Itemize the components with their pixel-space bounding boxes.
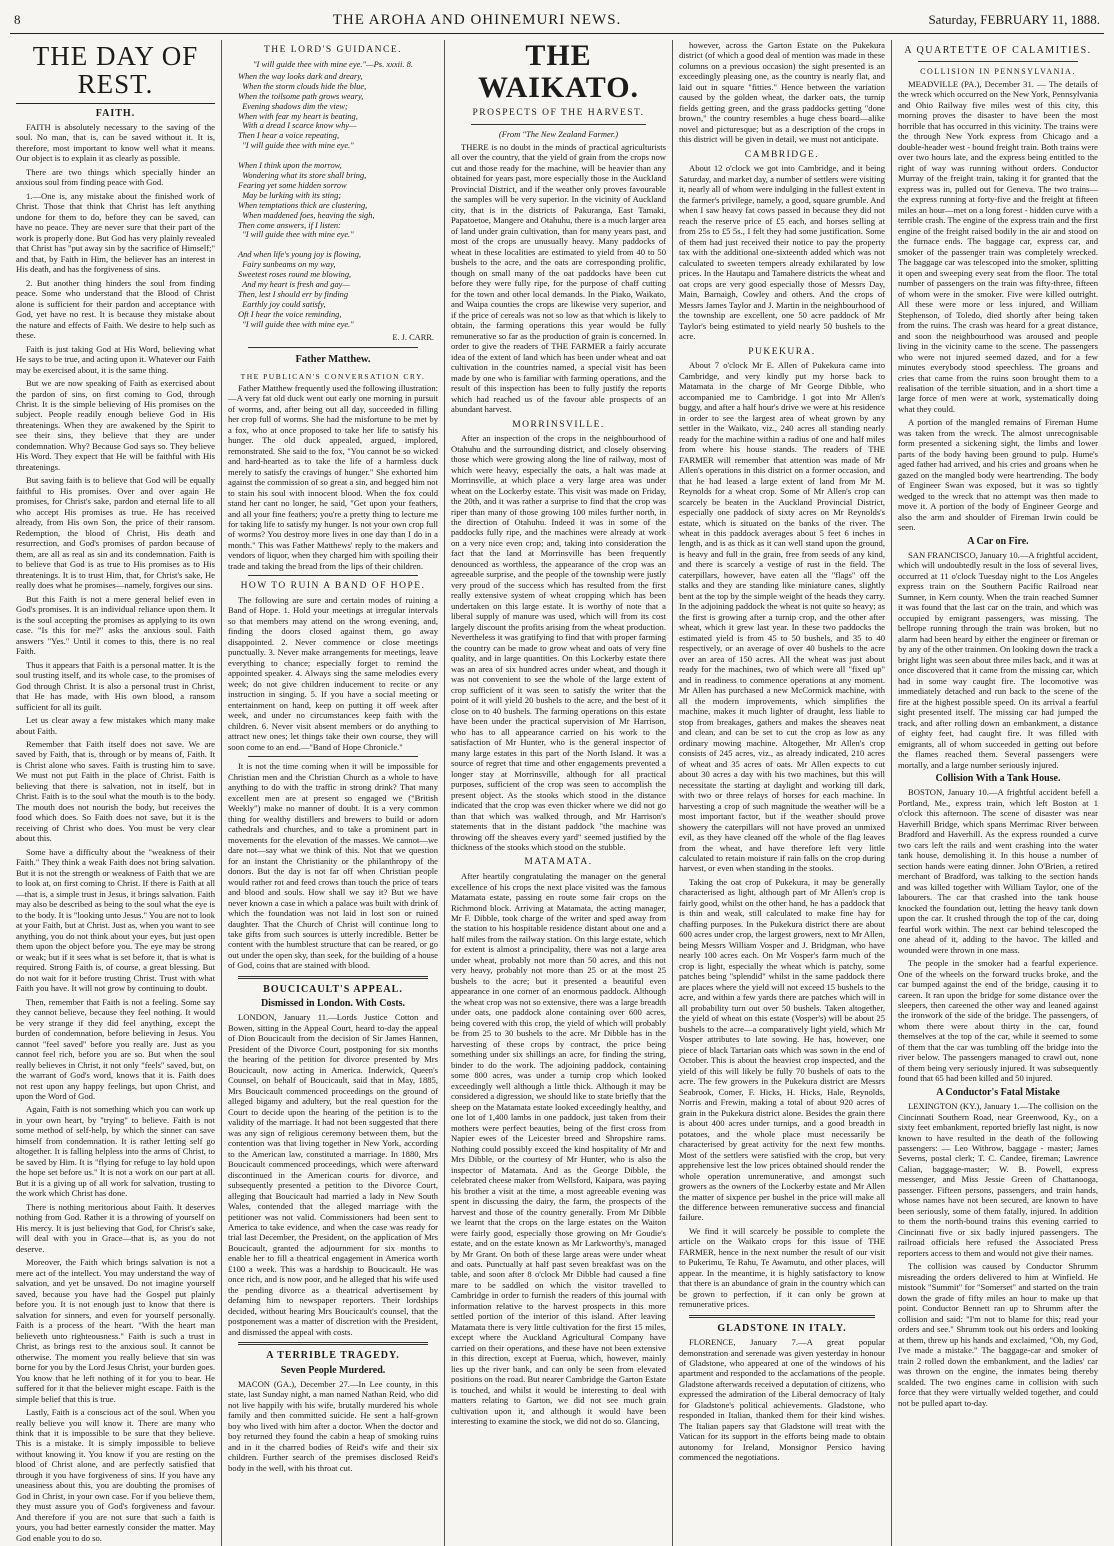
paragraph: There is nothing meritorious about Faith. It deserves nothing from God. Rather it is a throwing of yourself on His mercy. It is just believing that God, for Christ's sake, will deal with you in Grace—that is, as you do not deserve. xyxy=(16,1201,215,1254)
paragraph: But we are now speaking of Faith as exercised about the pardon of sins, on first coming to God, through Christ. It is the simple believing of His promises on the subject. People readily enough believe God in His threatenings. When they are awakened by the Spirit to see their sins, they believe that they are under condemnation. Why? Because God says so. They believe His Word. They expect that He will be faithful with His threatenings. xyxy=(16,378,215,472)
story-subtitle: THE PUBLICAN'S CONVERSATION CRY. xyxy=(240,371,426,381)
issue-date: Saturday, FEBRUARY 11, 1888. xyxy=(928,12,1100,27)
paragraph: It is not the time coming when it will be impossible for Christian men and the Christian Church as a whole to have anything to do with the traffic in strong drink? That many excellent men are at present so engaged we ("British Weekly") make no manner of doubt. It is a very common thing for wealthy distillers and brewers to build or adorn cathedrals and churches, and to take a prominent part in movements for the elevation of the masses. We cannot—we dare not—say what we think of this. Not that we question for an instant the Christianity or the philanthropy of the donors. But the day is not far off when Christian people would rather rot and feed crows than touch the price of tears and blood and souls. How shall we say it? But we have never known a case in which a palace was built with drink of which the foundation was not laid in lost son or ruined daughter. That the Church of Christ will continue long to take gifts from such sources is utterly incredible. Better be content with the humblest structure that can be reared, or go out under the open sky, than seek, for the building of a house of God, coins that are stained with blood. xyxy=(228,761,439,971)
paragraph: About 12 o'clock we got into Cambridge, and it being Saturday, and market day, a number of settlers were visiting it, nearly all of whom were indulging in the fullest extent in the farmer's privilege, namely, a good, square grumble. And when I saw heavy fat cows passed in because they did not reach the reserve price of £5 each, and horses selling at from 25s to £5 5s., I felt they had some justification. Some of them had just received their notice to pay the property tax with the additional one-sixteenth added which was not calculated to sweeten tempers already exhilarated by low prices. In the Hautapu and Tamahere districts the wheat and oat crops are very good especially those of Messrs Day, Main, Barnaigh, Cowley and others. And the crops of Messrs James Taylor and J. Martin in the neighbourhood of the township are excellent, one 50 acre paddock of Mr Taylor's being estimated to yield nearly 50 bushels to the acre. xyxy=(679,163,885,342)
tragedy-title: A TERRIBLE TRAGEDY. xyxy=(266,1350,400,1362)
appeal-title: BOUCICAULT'S APPEAL. xyxy=(263,983,403,995)
paragraph: Thus it appears that Faith is a personal matter. It is the soul trusting itself, and its whole case, to the promises of God through Christ. It is also a personal trust in Christ, that He has made, with His own blood, a ransom sufficient for all its guilt. xyxy=(16,659,215,712)
poem-epigraph: "I will guide thee with mine eye."—Ps. xxxii. 8. xyxy=(252,58,414,69)
divider xyxy=(238,1342,428,1345)
column-4 xyxy=(673,40,892,1546)
page-number: 8 xyxy=(14,12,21,27)
poem-author: E. J. CARR. xyxy=(392,332,434,342)
calamities-title: A QUARTETTE OF CALAMITIES. xyxy=(904,45,1092,56)
paragraph: 1.—One is, any mistake about the finished work of Christ. Those that think that Christ has left anything undone for them to do, before they can be saved, can have no peace. They are never sure that their part of the work is properly done. But God has very plainly revealed that Christ has "put away sin by the sacrifice of Himself;" and that, by Faith in Him, the believer has an interest in His death, and has the forgiveness of sins. xyxy=(16,190,215,275)
paragraph: But this Faith is not a mere general belief even in God's promises. It is an individual reliance upon them. It is the soul accepting the promises as applying to its own case. "Is this for me?" asks the anxious soul. Faith answers "Yes." Until it comes to this, there is no real Faith. xyxy=(16,593,215,657)
subhead-pukekura: PUKEKURA. xyxy=(748,346,816,357)
paragraph: Remember that Faith itself does not save. We are saved by Faith, that is, through or by means of, Faith. It is Christ alone who saves. Faith is trusting him to save. We must not put Faith in the place of Christ. Faith is believing that there is salvation, not in itself, but in Christ. Faith is to the soul what the mouth is to the body. The mouth does not nourish the body, but receives the food which does. So Faith does not save, but it is the receiving of Christ who does. You must be very clear about this. xyxy=(16,739,215,844)
divider xyxy=(918,61,1078,62)
divider xyxy=(689,1315,875,1318)
column-5 xyxy=(892,40,1104,1546)
paragraph: There are two things which specially hinder an anxious soul from finding peace with God. xyxy=(16,166,215,188)
paragraph: 2. But another thing hinders the soul from finding peace. Some who understand that the Blood of Christ alone is sufficient for their pardon and acceptance with God, yet have no rest. It is because they mistake about the nature and effects of Faith. We desire to help such as these. xyxy=(16,277,215,341)
paragraph: After heartily congratulating the manager on the general excellence of his crops the next place visited was the famous Matamata estate, passing en route some fair crops on the Richmond block. Arriving at Matamata, the acting manager, Mr F. Dibble, took charge of the writer and sped away from the station to his hospitable residence distant about one and a half miles from the railway station. On this large estate, which for extent is almost a principality, there was not a large area under wheat, probably not more than 50 acres, and this not very heavy, probably not more than 25 or at the most 25 bushels to the acre; but it presented a beautiful even appearance in one corner of an enormous paddock. Although the wheat crop was not so extensive, there was a large breadth under oats, one paddock alone containing over 600 acres, being covered with this crop, the yield of which will probably be from 25 to 30 bushels to the acre. Mr Dibble has in the harvesting of these crops by contract, the price being something under six shillings an acre, for finding the string, binder to do the work. The adjoining paddock, containing some 800 acres, was under a turnip crop which looked exceedingly well although a little thick. Although it may be considered a digression, we should like to state briefly that the sheep on the Matamata estate looked exceedingly healthy, and one lot of 1,400 lambs in one paddock, just taken from their mothers were perfect beauties, being of the first cross from Napier ewes of the Leicester breed and Shropshire rams. Nothing could possibly exceed the kind hospitality of Mr and Mrs Dibble, or the courtesy of Mr Hunter, who is also the inspector of Matamata. And as the George Dibble, the celebrated cheese maker from Wellsford, Kaipara, was paying his brother a visit at the time, a most agreeable evening was spent in discussing the dairy, the farm, the prospects of the harvest and those of the country generally. From Mr Dibble we learnt that the crops on the large estates on the Waiton were fairly good, especially those growing on Mr Goudie's estate, and on the estate known as Mr Larkworthy's, managed by Mr Grant. On both of these large areas were under wheat and oats. Punctually at half past seven breakfast was on the table, and soon after 8 o'clock Mr Dibble had caused a fine mare to be saddled on which the visitor travelled to Cambridge in order to furnish the readers of this journal with information relative to the harvest prospects in this more settled portion of the interior of this island. After leaving Matamata there is very little cultivation for the first 15 miles, except where the Auckland Agricultural Company have carried on their operations, and these have not been extensive in this direction, except at Fuerua, which, however, mainly lies up the river bank, and can only be seen from elevated positions on the road. But nearer Cambridge the Garton Estate is touched, and whilst it would be interesting to deal with matters relating to Garton, we did not see much grain cultivation upon it, and although it would have been interesting to examine the stock, we did not do so. Glancing, xyxy=(451,871,666,1427)
paragraph: LEXINGTON (KY.), January 1.—The collision on the Cincinnati Southern Road, near Greenwood, Ky., on a sixty feet embankment, reported briefly last night, is now known to have resulted in the death of the following passengers: — Leo Withrow, baggage - master; James Severns, postal clerk; T. C. Candee, fireman; Lawrence Calian, baggage-master; W. B. Powell, express messenger, and Miss Jessie Green of Chattanooga, passenger. Fifteen persons, passengers, and train hands, whose names have not been secured, are known to have been seriously, some of them fatally, injured. In addition to them the north-bound trains this evening carried to Cincinnati five or six badly injured passengers. The railroad officials here refused the Associated Press reporters access to them and would not give their names. xyxy=(898,1101,1098,1258)
divider xyxy=(471,124,646,125)
calamities-sub3: Collision With a Tank House. xyxy=(935,773,1061,785)
subhead-cambridge: CAMBRIDGE. xyxy=(744,149,820,160)
paragraph: BOSTON, January 10.—A frightful accident befell a Portland, Me., express train, which left Boston at 1 o'clock this afternoon. The scene of disaster was near Haverhill Bridge, which spans Merrimac River between Bradford and Haverhill. As the express rounded a curve two cars left the rails and went crashing into the water tank house, demolishing it. In this house a number of section hands were eating dinner. John O'Brien, a retired merchant of Bradford, was talking to the section hands and was killed together with William Taylor, one of the labourers. The car that crashed into the tank house knocked the foundation out, letting the heavy tank down upon the car. It crushed through the top of the car, doing fearful work within. The next car behind telescoped the one ahead of it, adding to the havoc. The killed and wounded were thrown in one mass. xyxy=(898,787,1098,955)
divider xyxy=(248,575,418,576)
calamities-sub1: COLLISION IN PENNSYLVANIA. xyxy=(920,67,1076,77)
paragraph: A portion of the mangled remains of Fireman Hume was taken from the wreck. The almost unrecognisable form presented a sickening sight, the limbs and lower parts of the body having been ground to pulp. Hume's aged father had arrived, and his cries and groans when he gazed on the mangled body were heartrending. The body of Engineer Swan was exposed, but it was so tightly wedged to the wreck that no attempt was then made to move it. A portion of the body of Engineer George and also the arm and shoulder of Fireman Irwin could be seen. xyxy=(898,417,1098,533)
calamities-sub4: A Conductor's Fatal Mistake xyxy=(936,1086,1060,1098)
poem-body xyxy=(238,72,438,330)
paragraph: The people in the smoker had a fearful experience. One of the wheels on the forward trucks broke, and the car bumped against the end of the bridge, causing it to careen. It ran upon the bridge for some distance over the sleepers, then careened the other way and leaned against the ironwork of the side of the bridge. The passengers, of whom there were about thirty in the car, found themselves at the top of the car, while it seemed to some of them that the car was tumbling off the bridge into the river below. The passengers managed to crawl out, none of them being very seriously injured. It was subsequently found that 65 had been killed and 50 injured. xyxy=(898,958,1098,1084)
poem-lines: When the way looks dark and dreary, When the storm clouds hide the blue, When the toilsome path grows weary, Evening shadows dim the view; When with fear my heart is beating, With a dread I scarce know why— Then I hear a voice repeating, "I will guide thee with mine eye." When I think upon the morrow, Wondering what its store shall bring, Fearing yet some hidden sorrow May be lurking with its sting; When temptations thick are clustering, When maddened foes, heaving the sigh, Then come answers, if I listen: "I will guide thee with mine eye." And when life's young joy is flowing, Fairy sunbeams on my way, Sweetest roses round me blowing, And my heart is fresh and gay— Then, lest I should err by finding Earthly joy could satisfy, Oft I hear the voice reminding, "I will guide thee with mine eye." xyxy=(238,71,375,329)
tragedy-subtitle: Seven People Murdered. xyxy=(280,1364,386,1376)
waikato-subtitle: PROSPECTS OF THE HARVEST. xyxy=(472,108,645,118)
paragraph: LONDON, January 11.—Lords Justice Cotton and Bowen, sitting in the Appeal Court, heard to-day the appeal of Dion Boucicault from the decision of Sir James Hannen, President of the Divorce Court, postponing for six months the hearing of the petition for divorce presented by Mrs Boucicault, now acting in America. Inderwick, Queen's Counsel, on behalf of Boucicault, said that in May, 1885, Mrs Boucicault commenced proceedings on the ground of alleged bigamy and adultery, but the real question for the Court to decide upon the hearing of the petition is to the validity of the marriage. It had not been suggested that there was any sign of religious ceremony between them, but the contention was that living together in New York, according to the American law, constituted a marriage. In 1880, Mrs Boucicault commenced proceedings, which were afterward discontinued in the American courts for divorce, and subsequently presented a petition to the Divorce Court, alleging that Boucicault had married a lady in New South Wales, contended that the alleged marriage with the petitioner was not valid. Commissioners had been sent to America to take evidence, and when the case was ready for trial last December, the President, on the application of Mrs Boucicault, granted the adjournment for six months to enable her to fill a theatrical engagement in America worth £100 a week. This was a hardship to Boucicault. He was once rich, and is now poor, and he alleged that his wife used the pending divorce as a theatrical advertisement by defaming him to newspaper reporters. Their lordships decided, without hearing Mrs Boucicault's counsel, that the postponement was a matter of discretion with the President, and dismissed the appeal with costs. xyxy=(228,1012,438,1337)
paragraph: FLORENCE, January 7.—A great popular demonstration and serenade was given yesterday in honour of Gladstone, who appeared at one of the windows of his apartment and responded to the acclamations of the people. Gladstone afterwards received a deputation of citizens, who expressed the admiration of the Liberal democracy of Italy for Gladstone's political achievements. Gladstone, who responded in Italian, thanked them for their kind wishes. The Italian papers say that Gladstone will treat with the Vatican for its support in the efforts being made to obtain autonomy for Ireland, Monsignor Persico having commenced the negotiations. xyxy=(679,1337,885,1463)
divider xyxy=(238,976,428,979)
paragraph: After an inspection of the crops in the neighbourhood of Otahuhu and the surrounding district, and closely observing those which were growing along the line of railway, most of which were heavy, especially the oats, a halt was made at Morrinsville, at which place a very large area was under wheat on the Lockerby estate. This visit was made on Friday, the 20th, and it was rather a surprise to find that the crop was riper than many of those growing 100 miles further north, in the direction of Otahuhu. Indeed it was in some of the paddocks fully ripe, and the machines were already at work on a very nice even crop; and, taking into consideration the fact that the land at Morrinsville has been frequently denounced as worthless, the appearance of the crop was an agreeable surprise, and the people of the township were justly very proud of the success which has resulted from the first really extensive system of wheat cropping which has been undertaken on this large estate. It is worthy of note that a liberal supply of manure was used, which will from its cost largely discount the profits arising from the wheat production. Nevertheless it was gratifying to find that with proper farming the country can be made to grow wheat and oats of very fine quality, and in large quantities. On this Lockerby estate there was an area of six hundred acres under wheat, and though it was not convenient to see the whole of the large extent of crop sufficient of it was seen to satisfy the writer that the point of it will yield 20 bushels to the acre, and the best of it close on to 40 bushels. The farming operations on this estate have been under the practical supervision of Mr Harrison, who has to all appearance carried on his work to the satisfaction of Mr Hunter, who is the general inspector of many large estates in this part of the North Island. It was a source of regret that time and other engagements prevented a longer stay at Morrinsville, although for all practical purposes, sufficient of the crop was seen to accomplish the present object. As the stooks which stood in the distance indicated that the crop was even thicker where we did not go than that which was walked through, and Mr Harrison's statements that in the distant paddock "the machine was throwing off the sheaves every yard" seemed justified by the thickness of the stooks which stood on the stubble. xyxy=(451,433,666,852)
paragraph: THERE is no doubt in the minds of practical agriculturists all over the country, that the yield of grain from the crops now cut and those ready for the machine, will be heavier than any obtained for years past, more especially those in the Auckland Provincial District, and if the weather only proves favourable the samples will be very superior. In the vicinity of Auckland city, that is in the districts of Pakuranga, East Tamaki, Papatoetoe, Mangere and Otahuhu, there is a much larger area of land under grain cultivation, than for many years past, and most of the crops are unusually heavy. Many paddocks of wheat in these localities are estimated to yield from 40 to 50 bushels to the acre, and the oats are corresponding prolific, though on small many of the oat paddocks have been cut before they were fully ripe, for the purpose of chaff cutting for the town and other local demands. In the Piako, Waikato, and Waipa counties the crops are likewise very superior, and if the price of cereals was not so low as that which is likely to obtain, the farming operations this year would be fully remunerative so far as the production of grain is concerned. In order to give the readers of THE FARMER a fairly accurate idea of the extent of land which has been under wheat and oat cultivation in the countries named, a special visit has been made by one who is familiar with farming operations, and the result of this inspection has been to fully justify the reports which had reached us of the favour able prospects of an abundant harvest. xyxy=(451,141,666,415)
paragraph: SAN FRANCISCO, January 10.—A frightful accident, which will undoubtedly result in the loss of several lives, occurred at 11 o'clock Tuesday night to the Los Angeles express train on the Southern Pacific Railroad near Sumner, in Kern county. When the train reached Sumner it was found that the last car on the train, and which was occupied by emigrant passengers, was missing. The bellrope running through the train was broken, but no alarm had been heard by either the engineer or fireman or by any of the other trainmen. On looking down the track a bright light was seen about three miles back, and it was at once discovered that it came from the missing car, which had in some way caught fire. The locomotive was immediately detached and run back to the scene of the fire at the highest possible speed. On its arrival a fearful sight presented itself. The missing car had jumped the track, and after rolling down an embankment, a distance of eighty feet, had caught fire. It was filled with emigrants, all of whom succeeded in getting out before the flames reached them. Several passengers were mortally, and a large number seriously injured. xyxy=(898,549,1098,770)
paragraph: MACON (GA.), December 27.—In Lee county, in this state, last Sunday night, a man named Nathan Reid, who did not live happily with his wife, brutally murdered his whole family and then committed suicide. He sent a half-grown boy who lived with him after a doctor. When the doctor and boy returned they found the cabin a heap of smoking ruins and in it the charred bodies of Reid's wife and their six children. Further search of the premises disclosed Reid's body in the well, with his throat cut. xyxy=(228,1378,438,1473)
column-3 xyxy=(445,40,673,1546)
paragraph: But saving faith is to believe that God will be equally faithful to His promises. Over and over again He promises, for Christ's sake, pardon and eternal life to all who accept His promises as true. He has received already, from His own Son, the price of their ransom. Redemption, the blood of Christ, His death and resurrection, and God's promises of pardon because of them, are all as real as sin and its condemnation. Faith is to believe that God is as true to His promises as to His threatenings. It is to trust Him, that, for Christ's sake, He really does what he promises—namely, forgives our sins. xyxy=(16,475,215,591)
italy-title: GLADSTONE IN ITALY. xyxy=(717,1322,847,1334)
article-title-faith: FAITH. xyxy=(95,107,136,119)
masthead: THE AROHA AND OHINEMURI NEWS. xyxy=(332,12,622,28)
section-title: THE DAY OF REST. xyxy=(32,41,199,100)
divider xyxy=(16,103,215,104)
paragraph: About 7 o'clock Mr E. Allen of Pukekura came into Cambridge, and very kindly put my horse back to Matamata in the charge of Mr George Dibble, who accompanied me to Cambridge. I got into Mr Allen's buggy, and after a half hour's drive we were at his residence in order to see the largest area of wheat grown by any settler in the Waikato, viz., 240 acres all standing nearly ready for the machine within a radius of one and half miles from where his house stands. The readers of THE FARMER will remember that attention was made of Mr Allen's operations in this district on a former occasion, and that he had leased a large extent of land from Mr M. Reynolds for a wheat crop. Some of Mr Allen's crop can scarcely be beaten in the Auckland Provincial District, especially one paddock of sixty acres on Mr Reynolds's estate, which is situated on the banks of the river. The wheat in this paddock averages about 5 feet 6 inches in length, and is as thick as it can well stand upon the ground, is heavy and full in the grain, free from seeds of any kind, and there is scarcely a vestige of rust in the field. The caterpillars, however, have eaten all the "flags" off the stalks and they are standing like miniature canes, slightly bent at the top by the simple weight of the heads they carry. In the adjoining paddock the wheat is not quite so heavy; as the first is growing after a turnip crop, and the other after wheat, which it grew last year. In these two paddocks the estimated yield is from 45 to 50 bushels, and 35 to 40 respectively, or an average of over 40 bushels to the acre over an area of 150 acres. All the wheat was just about ready for the machines, two of which were all "fixed up" and in readiness to commence operations at any moment. Mr Allen has purchased a new McCormick machine, with all the modern improvements, which simplifies the machine, makes it much lighter of draught, less liable to stop from breakages, gathers and makes the sheaves neat and clean, and can be set to cut the crop as low as any ordinary mowing machine. Altogether, Mr Allen's crop consists of 245 acres, viz., as already indicated, 210 acres of wheat and 35 acres of oats. Mr Allen expects to cut about 30 acres a day with his two machines, but this will necessitate the starting at daylight and working till dark, with two or three relays of horses for each machine. In harvesting a crop of such magnitude the weather will be a most important factor, but if the weather should prove showery the caterpillars will not have proved an unmixed evil, as they have cleaned off the whole of the flag leaves from the wheat, and have therefore left very little calculated to retain moisture if rain falls on the crop during harvest, or even when standing in the stooks. xyxy=(679,360,885,874)
paragraph: Some have a difficulty about the "weakness of their Faith." They think a weak Faith does not bring salvation. But it is not the strength or weakness of Faith that we are to look at, on first coming to Christ. If there is Faith at all—that is, a simple trust in Jesus, it brings salvation. Faith may also be described as being to the soul what the eye is to the body. It is "looking unto Jesus." You are not to look at your Faith, but at Christ. Just as, when you want to see anything, you do not think about your eyes, but just open them upon the object before you. The eye may be strong or weak; but if it sees what is set before it, that is what is required. Strong Faith is, of course, a great blessing. But do not wait for it before trusting Christ. Trust with what Faith you have. It will not grow by continuing to doubt. xyxy=(16,846,215,994)
paragraph: however, across the Garton Estate on the Pukekura district (of which a good deal of mention was made in these columns on a previous occasion) the sight presented is an exceedingly pleasing one, as the country is nearly flat, and laid out in square "fitties." Hence between the variation caused by the golden wheat, the darker oats, the turnip fields getting green, and the grass paddocks getting "done brown," the country resembles a huge chess board—alike novel and picturesque; but as a description of the crops in this district will be given in detail, we must not anticipate. xyxy=(679,40,885,145)
paragraph: Lastly, Faith is a conscious act of the soul. When you really believe you will know it. There are many who think that it is impossible to be sure that they believe. This is a mistake. It is simply impossible to believe without knowing it. You know if you are resting on the blood of Christ alone, and are perfectly satisfied that through it you have forgiveness of sins. If you have any uneasiness about this, you are doubting the promises of God in Christ, in your own case. For if you believe them, they must assure you of God's forgiveness and favour. And therefore if you are not sure that such a faith is yours, you had better earnestly consider the matter. May God enable you to do so. xyxy=(16,1407,215,1543)
paragraph: The collision was caused by Conductor Shrumm misreading the orders delivered to him at Winfield. He mistook "Summit" for "Somerset" and started on the train down the grade of fifty miles an hour to make up that point. Conductor Bennett ran up to Shrumm after the collision and said: "I'm not to blame for this; read your orders and see." Shrumm took out his orders and looking at them, threw up his hands and exclaimed, "Oh, my God, I've made a mistake." The baggage-car and smoker of train 2 rolled down the embankment, and the ladies' car was thrown on the engine, the inmates being thereby scalded. The two engines came in collision with such force that they were virtually welded together, and could not be pulled apart to-day. xyxy=(898,1261,1098,1408)
subhead-morrinsville: MORRINSVILLE. xyxy=(512,419,605,430)
subhead-matamata: MATAMATA. xyxy=(524,857,593,868)
paragraph: Then, remember that Faith is not a feeling. Some say they cannot believe, because they feel nothing. It would be very strange if they did feel anything, except the burden of condemnation, before believing in Jesus. You cannot "feel saved" before you really are. Just as you cannot feel rich, before you are so. But when the soul really believes in Christ, it not only "feels" saved, but, on the warrant of God's word, knows that it is. Faith does not rest upon any happy feelings, but upon Christ, and upon the Word of God. xyxy=(16,996,215,1101)
paragraph: Taking the oat crop of Pukekura, it may be generally characterised as light, although part of Mr Allen's crop is fairly good, whilst on the other hand, he has a paddock that is thin and weak, still calculated to make fine hay for chaffing purposes. In the Pukekura district there are about 600 acres under crop, the largest growers, next to Mr Allen, being Messrs William Vosper and J. Bridgman, who have nearly 100 acres each. On Mr Vosper's farm much of the crop is light, especially the wheat which is patchy, some patches being "splendid" whilst in the same paddock there are places where the yield will not exceed 15 bushels to the acre, and within a few yards there are patches which will in all probability turn out over 50 bushels. Taken altogether, the yield of wheat on this estate (Vosper's) will be about 25 bushels to the acre—a comparatively light yield, which Mr Vosper attributes to late sowing. He has, however, one piece of black Tartarian oats which was sown in the end of October. This is about the heaviest crop inspected, and the yield of this will likely be fully 70 bushels of oats to the acre. The few growers in the Pukekura district are Messrs Seabrook, Comer, F. Hicks, H. Hicks, Hale, Reynolds, Norris and Frewin, making a total of about 920 acres of grain in the Pukekura district alone. Besides the grain there is about 400 acres under turnips, and a good breadth in potatoes, and the whole place must necessarily be characterised by great activity for the next few months. Most of the settlers were satisfied with the crop, but very apprehensive lest the low prices obtained should render the whole operation unremunerative, and amongst such growers as the owners of the Lockerby estate and Mr Allen the matter of sixpence per bushel in the price will make all the difference between remunerative success and financial failure. xyxy=(679,876,885,1223)
paragraph: Father Matthew frequently used the following illustration:—A very fat old duck went out early one morning in pursuit of worms, and, after being out all day, succeeded in filling her crop full of worms. She had the misfortune to be met by a fox, who at once proposed to take her life to satisfy his hunger. The old duck appealed, argued, implored, remonstrated. She said to the fox, "You cannot be so wicked and hard-hearted as to take the life of a harmless duck merely to satisfy the cravings of hunger." She exhorted him against the commission of so great a sin, and begged him not to stain his soul with innocent blood. When the fox could stand her cant no longer, he said, "Get upon your feathers, and all your fine feathers; you're a pretty thing to lecture me for taking life to satisfy my hunger. Is not your own crop full of worms? You destroy more lives in one day than I do in a month." This was Father Matthews' reply to the makers and vendors of liquor, when they charged him with spoiling their trade and taking the bread from the lips of their children. xyxy=(228,382,439,571)
column-1 xyxy=(10,40,222,1546)
waikato-title: THE WAIKATO. xyxy=(477,39,640,104)
running-head xyxy=(10,12,1104,34)
paragraph: FAITH is absolutely necessary to the saving of the soul. No man, that is, can be saved without it. It is, therefore, most important to know well what it means. Our object is to explain it as clearly as possible. xyxy=(16,121,215,164)
hope-title: HOW TO RUIN A BAND OF HOPE. xyxy=(240,581,426,592)
paragraph: Again, Faith is not something which you can work up in your own heart, by "trying" to believe. Faith is not some method of self-help, by which the sinner can save himself from condemnation. It is rather letting self go altogether. It is falling helpless into the arms of Christ, to be saved by Him. It is "flying for refuge to lay hold upon the hope set before us." It is not a work on our part at all. But it is a giving up of all work for salvation, trusting to the work which Christ has done. xyxy=(16,1104,215,1199)
columns xyxy=(10,39,1104,1543)
paragraph: Let us clear away a few mistakes which many make about Faith. xyxy=(16,715,215,736)
calamities-sub2: A Car on Fire. xyxy=(967,535,1029,547)
paragraph: MEADVILLE (PA.), December 31. — The details of the wreck which occurred on the New York, Pennsylvania and Ohio Railway five miles west of this city, this morning proves the disaster to have been the most horrible that has occurred in this vicinity. The trains were the through New York express from Chicago and a double-header west - bound freight train. Both trains were over two hours late, and the express being entitled to the right of way was running without orders. Conductor Murray of the freight train, taking it for granted that the express was in, pulled out for Geneva. The two trains—the express running at forty-five and the freight at fifteen miles an hour—met on a long forest - hidden curve with a terrible crash. The engine of the express train and the first engine of the freight raised bodily in the air and stood on the furnace ends. The baggage car, express car, and smoker of the passenger train was completely wrecked. The baggage car was telescoped into the smoker, splitting it open and sweeping every seat from the floor. The total number of passengers on the train was fifty-three, fifteen of whom were in the smoker. Five were killed outright. All these were more or less injured, and William Stephenson, of Toledo, died shortly after being taken from the ruins. The crash was heard for a great distance, and soon the neighbourhood was aroused and people living in the vicinity came to the scene. The passengers who were not injured seemed dazed, and for a few minutes everybody stood speechless. The groans and cries that came from the ruins soon brought them to a realisation of the terrible situation, and in a short time a large force of men were at work, systematically doing what they could. xyxy=(898,78,1098,414)
divider xyxy=(248,347,418,348)
divider xyxy=(248,756,418,757)
paragraph: The following are sure and certain modes of ruining a Band of Hope. 1. Hold your meetings at irregular intervals so that members may attend on the wrong evening, and, finding the doors closed against them, go away disappointed. 2. Never commence or close meetings punctually. 3. Never make arrangements for meetings, leave everything to chance; especially forget to remind the appointed speaker. 4. Always sing the same melodies every week; do not give children inducement to recite or any instruction in singing. 5. If you have a social meeting or entertainment on hand, keep on putting it off week after week, and under no circumstances keep faith with the children. 6. Never visit absent members or do anything to attract new ones; let things take their own course, they will soon come to an end.—"Band of Hope Chronicle." xyxy=(228,594,438,752)
paragraph: Faith is just taking God at His Word, believing what He says to be true, and acting upon it. Whatever our Faith may be exercised about, it is the same thing. xyxy=(16,343,215,375)
source-line: (From "The New Zealand Farmer.) xyxy=(498,128,619,139)
appeal-subtitle: Dismissed in London. With Costs. xyxy=(260,998,406,1010)
paragraph: We find it will scarcely be possible to complete the article on the Waikato crops for this issue of THE FARMER, hence in the next number the result of our visit to Pukerimu, Te Rahu, Te Awamutu, and other places, will appear. In the meantime, it is highly satisfactory to know that there is an abundance of grain in the country which can be grown to perfection, if it can only be grown at remunerative prices. xyxy=(679,1225,885,1310)
poem-title: THE LORD'S GUIDANCE. xyxy=(263,45,403,55)
paragraph: Moreover, the Faith which brings salvation is not a mere act of the intellect. You may understand the way of salvation, and yet be unsaved. Do not imagine yourself saved, because you have had the Gospel put plainly before you. It is not enough just to know that there is salvation for sinners, and even for yourself personally. Faith is a process of the heart. "With the heart man believeth unto righteousness." Faith is such a trust in Christ, as brings rest to the anxious soul. It cannot be otherwise. The moment you really believe that sin was borne for you by the Lord Jesus Christ, your burden goes. You know that he left nothing of it for you to bear. He suffered for it that the believer might escape. Faith is the simple belief that this is true. xyxy=(16,1257,215,1404)
column-2 xyxy=(222,40,445,1546)
story-title: Father Matthew. xyxy=(295,353,371,365)
